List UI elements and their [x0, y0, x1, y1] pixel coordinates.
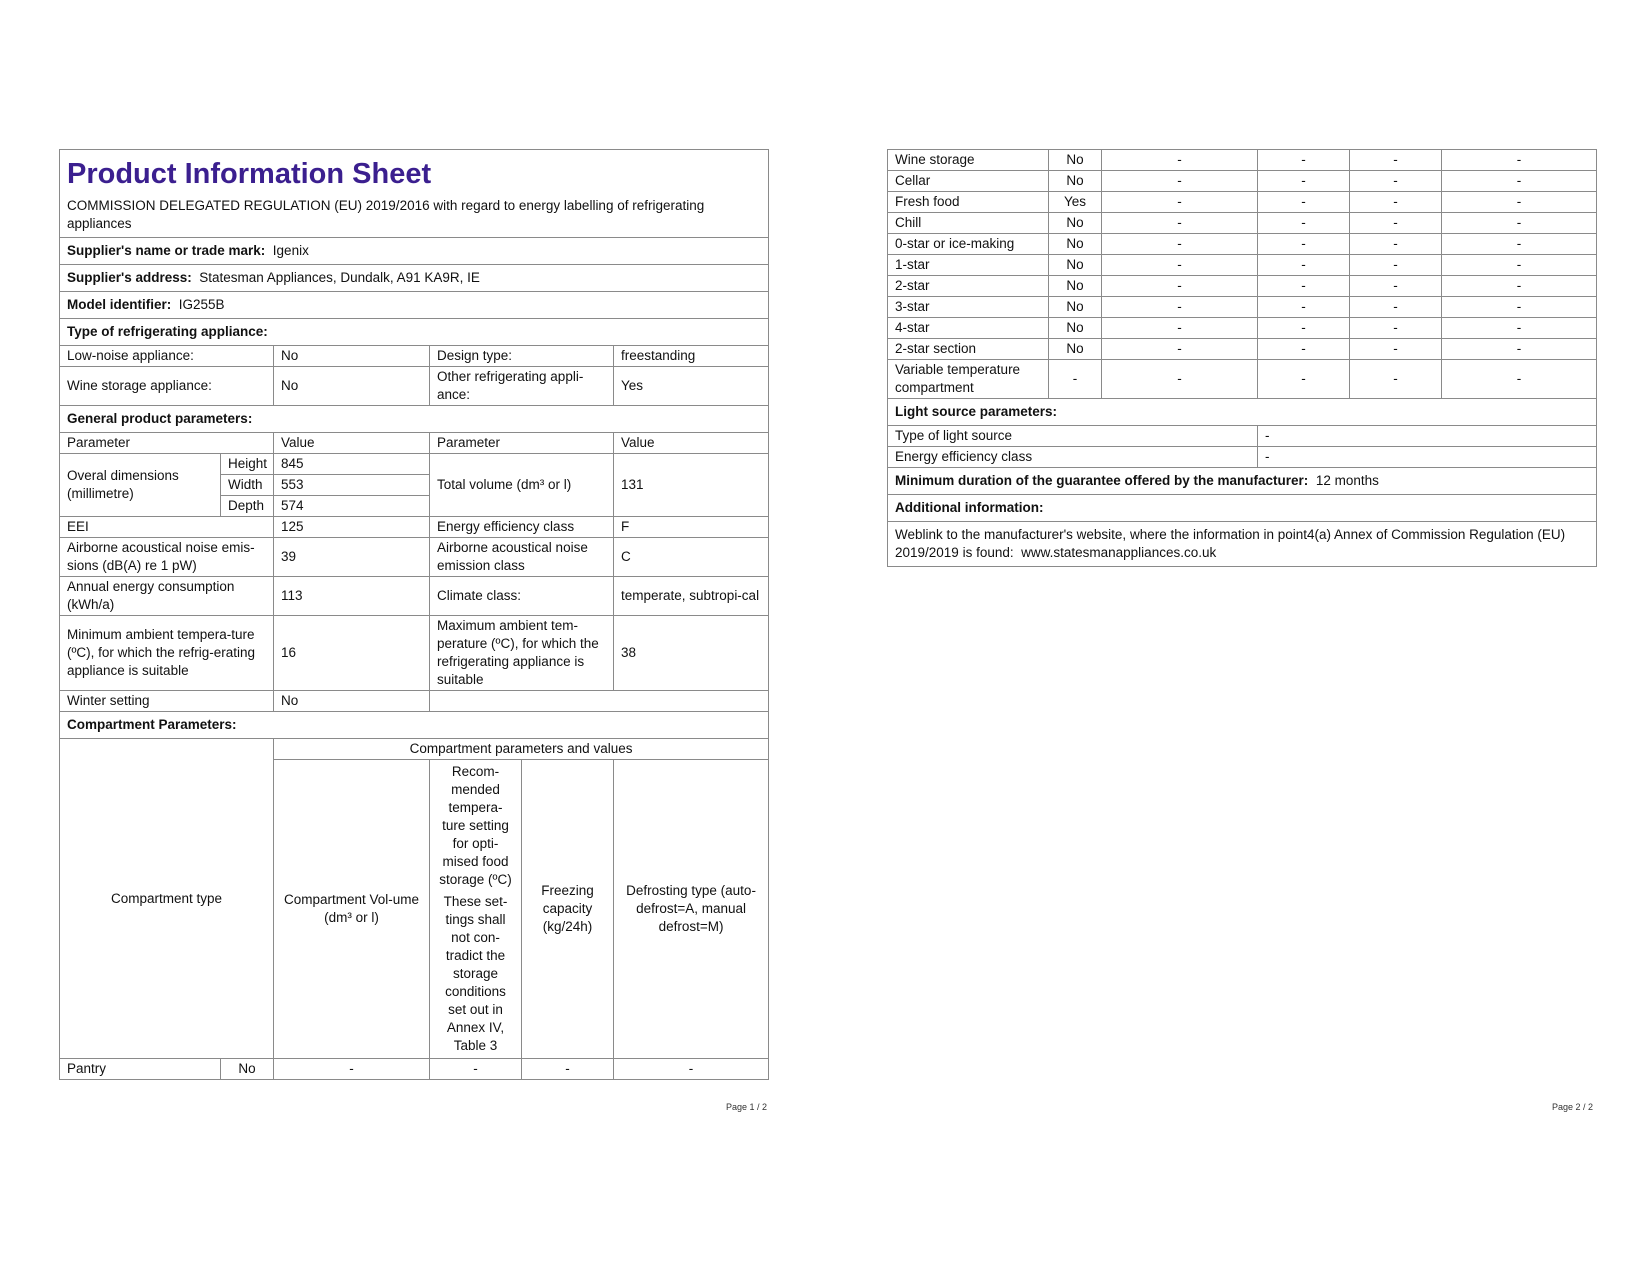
page-1 [59, 149, 768, 1080]
compartment-cell: - [1442, 360, 1597, 399]
compartment-cell: - [1442, 297, 1597, 318]
compartment-cell: - [1258, 360, 1350, 399]
compartment-cell: - [1102, 318, 1258, 339]
light-class-value: - [1258, 447, 1597, 468]
compartment-present: No [1049, 297, 1102, 318]
weblink-url[interactable]: www.statesmanappliances.co.uk [1021, 545, 1217, 560]
table-row [888, 234, 1597, 255]
design-type-value: freestanding [614, 346, 769, 367]
min-temp-value: 16 [274, 616, 430, 691]
compartment-name: 0-star or ice-making [888, 234, 1049, 255]
compartment-cell: - [1350, 192, 1442, 213]
height-value: 845 [274, 454, 430, 475]
low-noise-value: No [274, 346, 430, 367]
compartment-cell: - [1350, 150, 1442, 171]
annual-energy-value: 113 [274, 577, 430, 616]
compartment-cell: - [1442, 276, 1597, 297]
compartment-cell: - [1102, 150, 1258, 171]
guarantee-value: 12 months [1315, 473, 1379, 488]
model-label: Model identifier: [67, 297, 172, 312]
compartment-present: No [1049, 150, 1102, 171]
depth-label: Depth [221, 496, 274, 517]
compartment-cell: - [1258, 213, 1350, 234]
compartment-cell: - [1350, 297, 1442, 318]
page-title: Product Information Sheet [67, 158, 432, 190]
weblink-text: Weblink to the manufacturer's website, where the information in point4(a) Annex of Commission Regulation (EU) 2019/2019 is found: [895, 527, 1566, 560]
general-params-heading: General product parameters: [60, 406, 769, 433]
compartment-cell: - [1258, 150, 1350, 171]
noise-class-value: C [614, 538, 769, 577]
compartment-cell: - [1442, 213, 1597, 234]
table-row [888, 255, 1597, 276]
compartment-cell: - [1442, 318, 1597, 339]
wine-storage-label: Wine storage appliance: [60, 367, 274, 406]
compartment-cell: - [1442, 171, 1597, 192]
light-params-heading: Light source parameters: [888, 399, 1597, 426]
col-parameter: Parameter [60, 433, 274, 454]
compartment-cell: - [1350, 213, 1442, 234]
table-row [888, 276, 1597, 297]
supplier-name-value: Igenix [272, 243, 309, 258]
compartment-cell: - [1102, 234, 1258, 255]
compartment-cell: - [1442, 339, 1597, 360]
compartment-name: Wine storage [888, 150, 1049, 171]
compartment-cell: - [1102, 276, 1258, 297]
width-value: 553 [274, 475, 430, 496]
compartment-cell: - [1258, 276, 1350, 297]
compartment-name: 2-star [888, 276, 1049, 297]
empty-cell [430, 691, 769, 712]
compartment-cell: - [1350, 360, 1442, 399]
compartment-cell: - [1102, 297, 1258, 318]
table-row [888, 171, 1597, 192]
supplier-address-label: Supplier's address: [67, 270, 192, 285]
supplier-address-value: Statesman Appliances, Dundalk, A91 KA9R, IE [199, 270, 480, 285]
pantry-cell: - [274, 1059, 430, 1080]
freezing-capacity-header: Freezing capacity (kg/24h) [522, 760, 614, 1059]
height-label: Height [221, 454, 274, 475]
compartment-cell: - [1102, 339, 1258, 360]
compartment-cell: - [1102, 213, 1258, 234]
page-2 [887, 149, 1596, 567]
min-temp-label: Minimum ambient tempera-ture (ºC), for which the refrig-erating appliance is suitable [60, 616, 274, 691]
climate-class-label: Climate class: [430, 577, 614, 616]
recommended-temp-text: Recom-mended tempera-ture setting for opti-mised food storage (ºC) [439, 764, 512, 887]
energy-class-value: F [614, 517, 769, 538]
compartment-cell: - [1258, 339, 1350, 360]
compartment-cell: - [1102, 171, 1258, 192]
compartment-cell: - [1442, 150, 1597, 171]
compartment-present: No [1049, 255, 1102, 276]
noise-label: Airborne acoustical noise emis-sions (dB(A) re 1 pW) [60, 538, 274, 577]
annual-energy-label: Annual energy consumption (kWh/a) [60, 577, 274, 616]
depth-value: 574 [274, 496, 430, 517]
total-volume-label: Total volume (dm³ or l) [430, 454, 614, 517]
col-value: Value [274, 433, 430, 454]
noise-value: 39 [274, 538, 430, 577]
low-noise-label: Low-noise appliance: [60, 346, 274, 367]
additional-info-heading: Additional information: [888, 495, 1597, 522]
table-row [888, 213, 1597, 234]
compartment-cell: - [1258, 318, 1350, 339]
guarantee-label: Minimum duration of the guarantee offered by the manufacturer: [895, 473, 1309, 488]
table-row [888, 360, 1597, 399]
pantry-cell: - [522, 1059, 614, 1080]
max-temp-value: 38 [614, 616, 769, 691]
eei-label: EEI [60, 517, 274, 538]
compartment-present: No [1049, 171, 1102, 192]
compartment-present: No [1049, 318, 1102, 339]
compartment-cell: - [1442, 255, 1597, 276]
design-type-label: Design type: [430, 346, 614, 367]
weblink-row [888, 522, 1597, 567]
page-number-2: Page 2 / 2 [1552, 1102, 1594, 1112]
compartment-cell: - [1350, 255, 1442, 276]
compartment-name: 1-star [888, 255, 1049, 276]
table-row [888, 339, 1597, 360]
table-row [888, 192, 1597, 213]
winter-setting-value: No [274, 691, 430, 712]
compartment-cell: - [1442, 192, 1597, 213]
pantry-cell: - [430, 1059, 522, 1080]
supplier-name-row [60, 238, 769, 265]
energy-class-label: Energy efficiency class [430, 517, 614, 538]
table-row [888, 318, 1597, 339]
guarantee-row [888, 468, 1597, 495]
supplier-name-label: Supplier's name or trade mark: [67, 243, 266, 258]
recommended-temp-header [430, 760, 522, 1059]
compartment-present: No [1049, 234, 1102, 255]
compartment-params-heading: Compartment Parameters: [60, 712, 769, 739]
recommended-temp-note: These set-tings shall not con-tradict the storage conditions set out in Annex IV, Table 3 [443, 894, 508, 1053]
compartment-type-header: Compartment type [60, 739, 274, 1059]
compartment-present: No [1049, 339, 1102, 360]
other-appliance-label: Other refrigerating appli-ance: [430, 367, 614, 406]
col-parameter-2: Parameter [430, 433, 614, 454]
light-type-value: - [1258, 426, 1597, 447]
compartment-name: Chill [888, 213, 1049, 234]
compartment-present: Yes [1049, 192, 1102, 213]
compartment-cell: - [1350, 234, 1442, 255]
compartment-cell: - [1258, 234, 1350, 255]
other-appliance-value: Yes [614, 367, 769, 406]
total-volume-value: 131 [614, 454, 769, 517]
max-temp-label: Maximum ambient tem-perature (ºC), for which the refrigerating appliance is suitable [430, 616, 614, 691]
compartment-present: No [1049, 213, 1102, 234]
compartment-name: 3-star [888, 297, 1049, 318]
light-class-label: Energy efficiency class [888, 447, 1258, 468]
compartment-cell: - [1102, 192, 1258, 213]
compartment-cell: - [1258, 171, 1350, 192]
table-row [888, 150, 1597, 171]
eei-value: 125 [274, 517, 430, 538]
compartment-values-header: Compartment parameters and values [274, 739, 769, 760]
noise-class-label: Airborne acoustical noise emission class [430, 538, 614, 577]
dimensions-label: Overal dimensions (millimetre) [60, 454, 221, 517]
defrosting-type-header: Defrosting type (auto-defrost=A, manual defrost=M) [614, 760, 769, 1059]
compartment-name: 2-star section [888, 339, 1049, 360]
table-row [888, 297, 1597, 318]
regulation-text: COMMISSION DELEGATED REGULATION (EU) 2019/2016 with regard to energy labelling of refrigerating appliances [67, 198, 705, 231]
page-number-1: Page 1 / 2 [726, 1102, 768, 1112]
compartment-name: Variable temperature compartment [888, 360, 1049, 399]
compartment-cell: - [1102, 360, 1258, 399]
compartment-present: - [1049, 360, 1102, 399]
appliance-type-heading: Type of refrigerating appliance: [60, 319, 769, 346]
col-value-2: Value [614, 433, 769, 454]
supplier-address-row [60, 265, 769, 292]
width-label: Width [221, 475, 274, 496]
compartment-cell: - [1258, 297, 1350, 318]
pantry-label: Pantry [60, 1059, 221, 1080]
wine-storage-value: No [274, 367, 430, 406]
table-row [60, 1059, 769, 1080]
pantry-value: No [221, 1059, 274, 1080]
winter-setting-label: Winter setting [60, 691, 274, 712]
compartment-cell: - [1350, 339, 1442, 360]
compartment-volume-header: Compartment Vol-ume (dm³ or l) [274, 760, 430, 1059]
compartment-name: 4-star [888, 318, 1049, 339]
compartment-cell: - [1258, 192, 1350, 213]
compartment-cell: - [1350, 318, 1442, 339]
compartment-cell: - [1442, 234, 1597, 255]
model-row [60, 292, 769, 319]
model-value: IG255B [178, 297, 225, 312]
light-type-label: Type of light source [888, 426, 1258, 447]
compartment-cell: - [1258, 255, 1350, 276]
info-sheet-table [59, 149, 769, 1080]
compartment-table [887, 149, 1597, 399]
compartment-cell: - [1102, 255, 1258, 276]
pantry-cell: - [614, 1059, 769, 1080]
compartment-name: Cellar [888, 171, 1049, 192]
light-guarantee-table [887, 399, 1597, 567]
compartment-present: No [1049, 276, 1102, 297]
compartment-cell: - [1350, 171, 1442, 192]
compartment-cell: - [1350, 276, 1442, 297]
climate-class-value: temperate, subtropi-cal [614, 577, 769, 616]
compartment-name: Fresh food [888, 192, 1049, 213]
